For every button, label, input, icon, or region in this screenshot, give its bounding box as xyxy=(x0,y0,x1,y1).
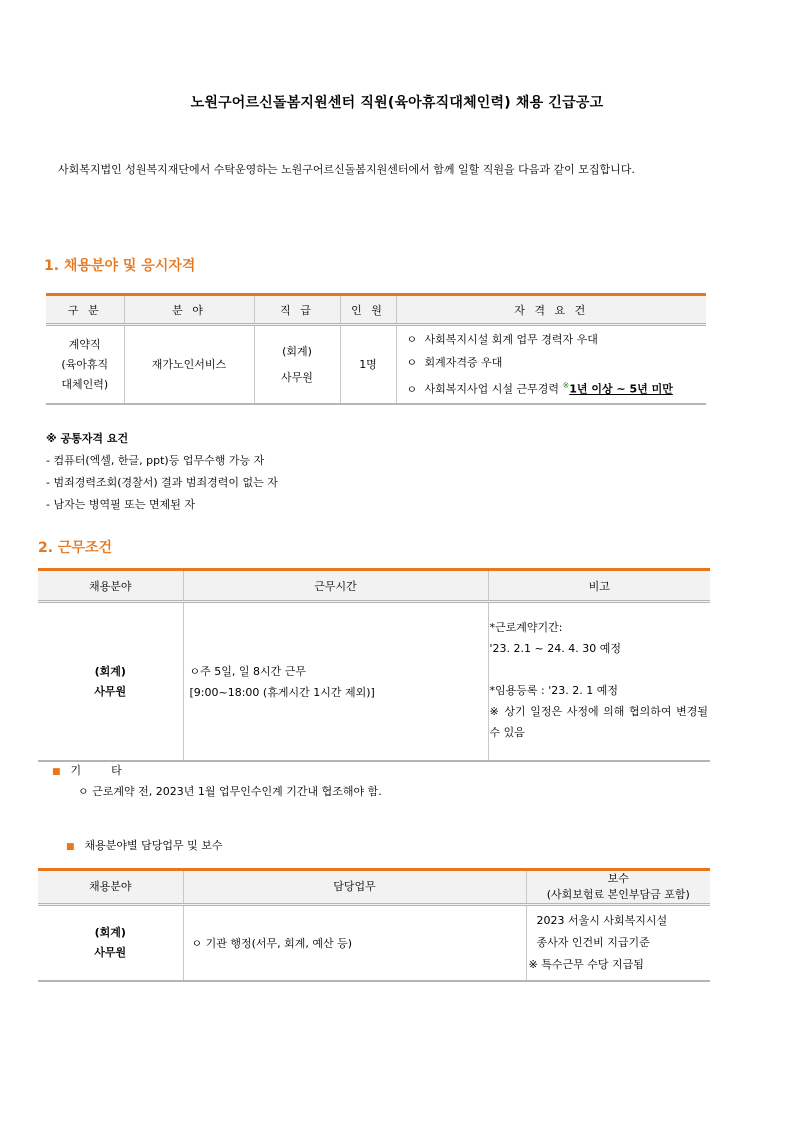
schedule-note: ※ 상기 일정은 사정에 의해 협의하여 변경될 수 있음 xyxy=(489,705,708,739)
header-category: 채용분야 xyxy=(38,570,183,602)
experience-range: 1년 이상 ~ 5년 미만 xyxy=(569,382,673,396)
header-hours: 근무시간 xyxy=(183,570,488,602)
square-bullet-icon: ■ xyxy=(66,842,75,852)
list-item: - 범죄경력조회(경찰서) 결과 범죄경력이 없는 자 xyxy=(46,476,278,489)
contract-period-label: *근로계약기간: xyxy=(489,621,563,634)
list-item: - 남자는 병역필 또는 면제된 자 xyxy=(46,498,195,511)
cell-pay xyxy=(526,905,710,982)
header-category: 채용분야 xyxy=(38,870,183,905)
common-heading: ※ 공통자격 요건 xyxy=(46,432,129,445)
work-conditions-table xyxy=(38,568,710,762)
duties-pay-table xyxy=(38,868,710,982)
cell-grade xyxy=(254,325,340,405)
header-division: 구 분 xyxy=(46,295,124,325)
page-title: 노원구어르신돌봄지원센터 직원(육아휴직대체인력) 채용 긴급공고 xyxy=(190,95,604,111)
table-row xyxy=(38,602,710,762)
intro-text: 사회복지법인 성원복지재단에서 수탁운영하는 노원구어르신돌봄지원센터에서 함께 일할 직원을 다음과 같이 모집합니다. xyxy=(58,163,635,176)
cell-requirements xyxy=(396,325,706,405)
cell-type xyxy=(46,325,124,405)
table-header-row xyxy=(38,870,710,905)
header-pay: 보수 (사회보험료 본인부담금 포함) xyxy=(526,870,710,905)
common-requirements xyxy=(46,428,278,516)
cell-count: 1명 xyxy=(340,325,396,405)
table-row xyxy=(46,325,706,405)
note-mark: ※ xyxy=(562,381,570,391)
type-line: 대체인력) xyxy=(61,377,109,391)
pay-line: 종사자 인건비 지급기준 xyxy=(536,936,650,949)
pay-line: ※ 특수근무 수당 지급됨 xyxy=(528,958,644,971)
table-header-row xyxy=(46,295,706,325)
cell-category: (회계) 사무원 xyxy=(38,602,183,762)
appointment-date: *임용등록 : '23. 2. 1 예정 xyxy=(489,684,618,697)
type-line: 계약직 xyxy=(68,337,101,351)
cell-hours xyxy=(183,602,488,762)
cell-field: 재가노인서비스 xyxy=(124,325,254,405)
cell-category: (회계) 사무원 xyxy=(38,905,183,982)
cell-note xyxy=(488,602,710,762)
requirement-item: ㅇ 사회복지사업 시설 근무경력 ※1년 이상 ~ 5년 미만 xyxy=(406,381,673,396)
header-duty: 담당업무 xyxy=(183,870,526,905)
etc-heading: ■ 기 타 xyxy=(52,764,122,777)
etc-item: ㅇ 근로계약 전, 2023년 1월 업무인수인계 기간내 협조해야 함. xyxy=(78,785,382,798)
grade-line: (회계) xyxy=(282,344,312,358)
table-row xyxy=(38,905,710,982)
header-grade: 직 급 xyxy=(254,295,340,325)
section3-heading: ■ 채용분야별 담당업무 및 보수 xyxy=(66,839,223,852)
grade-line: 사무원 xyxy=(281,370,313,384)
requirement-item: ㅇ 사회복지시설 회계 업무 경력자 우대 xyxy=(406,333,598,347)
requirement-item: ㅇ 회계자격증 우대 xyxy=(406,356,503,370)
pay-line: 2023 서울시 사회복지시설 xyxy=(536,914,668,927)
contract-period: '23. 2.1 ~ 24. 4. 30 예정 xyxy=(489,642,621,655)
type-line: (육아휴직 xyxy=(61,357,109,371)
section1-heading: 1. 채용분야 및 응시자격 xyxy=(44,258,196,274)
header-count: 인 원 xyxy=(340,295,396,325)
section2-heading: 2. 근무조건 xyxy=(38,540,113,556)
intro-paragraph xyxy=(44,158,724,181)
cell-duty: ㅇ 기관 행정(서무, 회계, 예산 등) xyxy=(183,905,526,982)
hours-line: [9:00~18:00 (휴게시간 1시간 제외)] xyxy=(189,685,375,699)
header-note: 비고 xyxy=(488,570,710,602)
header-field: 분 야 xyxy=(124,295,254,325)
table-header-row xyxy=(38,570,710,602)
qualification-table xyxy=(46,293,706,405)
square-bullet-icon: ■ xyxy=(52,767,61,777)
header-requirements: 자 격 요 건 xyxy=(396,295,706,325)
list-item: - 컴퓨터(엑셀, 한글, ppt)등 업무수행 가능 자 xyxy=(46,454,265,467)
hours-line: ㅇ주 5일, 일 8시간 근무 xyxy=(189,664,306,678)
